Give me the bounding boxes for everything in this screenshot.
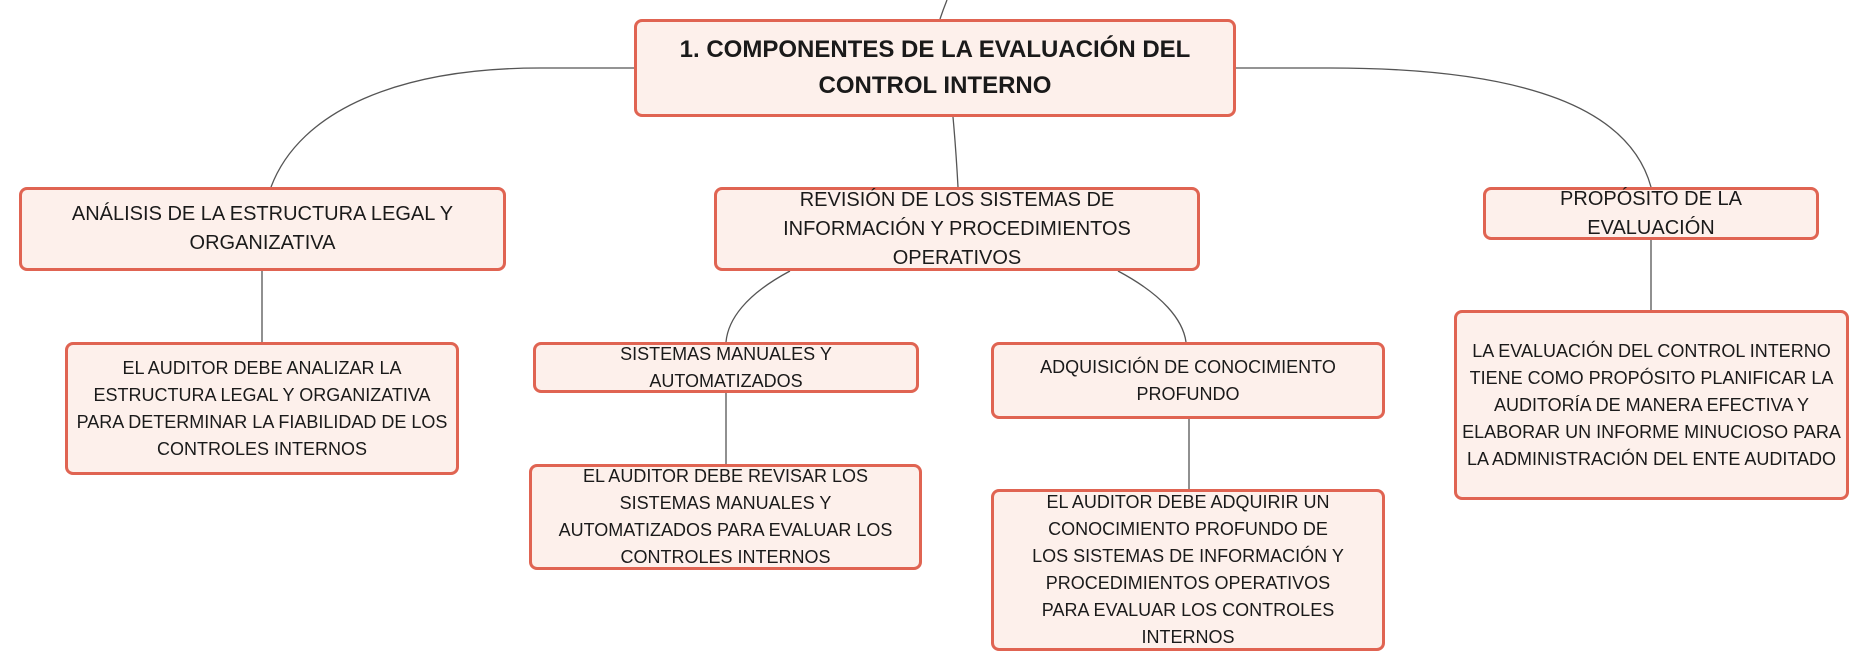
- sistemas-title: SISTEMAS MANUALES Y AUTOMATIZADOS: [620, 343, 832, 391]
- sistemas-detail-node[interactable]: [529, 464, 922, 570]
- connector-revision-sistemas: [726, 271, 790, 342]
- adquisicion-node[interactable]: [991, 342, 1385, 419]
- adquisicion-detail-node[interactable]: [991, 489, 1385, 651]
- branch-analisis-node[interactable]: [19, 187, 506, 271]
- adquisicion-detail-text: EL AUDITOR DEBE ADQUIRIR UN CONOCIMIENTO PROFUNDO DE LOS SISTEMAS DE INFORMACIÓN Y PROCEDIMIENTOS OPERATIVOS PARA EVALUAR LOS CONTROLES INTERNOS: [1032, 492, 1344, 647]
- connector-parent-root: [940, 0, 947, 19]
- connector-root-revision: [953, 117, 958, 187]
- root-title: 1. COMPONENTES DE LA EVALUACIÓN DEL CONTROL INTERNO: [679, 36, 1191, 99]
- branch-proposito-node[interactable]: [1483, 187, 1819, 240]
- branch-revision-node[interactable]: [714, 187, 1200, 271]
- analisis-detail-text: EL AUDITOR DEBE ANALIZAR LA ESTRUCTURA LEGAL Y ORGANIZATIVA PARA DETERMINAR LA FIABILIDAD DE LOS CONTROLES INTERNOS: [76, 357, 448, 459]
- connector-root-proposito: [1236, 68, 1651, 187]
- branch-revision-title: REVISIÓN DE LOS SISTEMAS DE INFORMACIÓN Y PROCEDIMIENTOS OPERATIVOS: [783, 188, 1131, 269]
- root-node[interactable]: [634, 19, 1236, 117]
- proposito-detail-text: LA EVALUACIÓN DEL CONTROL INTERNO TIENE COMO PROPÓSITO PLANIFICAR LA AUDITORÍA DE MANERA EFECTIVA Y ELABORAR UN INFORME MINUCIOSO PARA LA ADMINISTRACIÓN DEL ENTE AUDITADO: [1462, 340, 1841, 469]
- analisis-detail-node[interactable]: [65, 342, 459, 475]
- sistemas-detail-text: EL AUDITOR DEBE REVISAR LOS SISTEMAS MANUALES Y AUTOMATIZADOS PARA EVALUAR LOS CONTROLES INTERNOS: [558, 466, 893, 567]
- connector-root-analisis: [271, 68, 634, 187]
- branch-proposito-title: PROPÓSITO DE LA EVALUACIÓN: [1560, 187, 1742, 239]
- proposito-detail-node[interactable]: [1454, 310, 1849, 500]
- connector-revision-adquisicion: [1118, 271, 1186, 342]
- adquisicion-title: ADQUISICIÓN DE CONOCIMIENTO PROFUNDO: [1040, 356, 1336, 404]
- branch-analisis-title: ANÁLISIS DE LA ESTRUCTURA LEGAL Y ORGANIZATIVA: [71, 203, 454, 254]
- sistemas-node[interactable]: [533, 342, 919, 393]
